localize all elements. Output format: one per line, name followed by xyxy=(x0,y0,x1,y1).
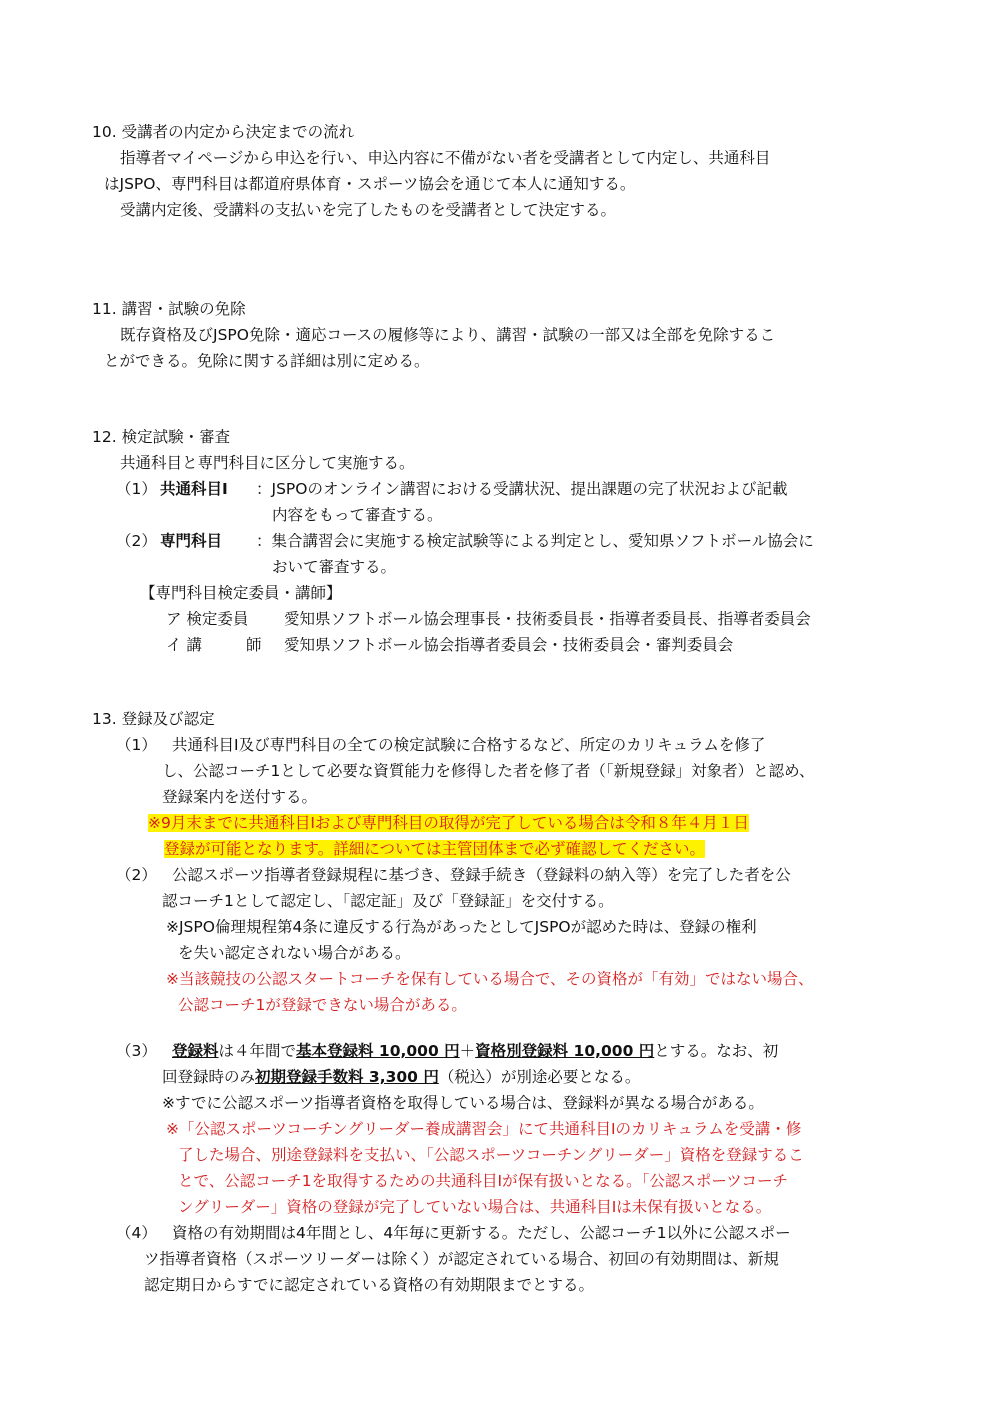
section-12-item-number: （2） xyxy=(116,532,157,550)
highlighted-notice xyxy=(164,838,705,860)
fee-text: は４年間で xyxy=(218,1042,297,1060)
fee-label: 登録料 xyxy=(172,1042,219,1060)
section-12-item-text: おいて審査する。 xyxy=(272,558,397,576)
note-text: ※JSPO倫理規程第4条に違反する行為があったとしてJSPOが認めた時は、登録の権利 xyxy=(166,918,757,936)
section-13-heading: 13. 登録及び認定 xyxy=(92,710,215,728)
section-12-item-label: 専門科目 xyxy=(160,532,223,550)
section-12-item-number: （1） xyxy=(116,480,157,498)
note-text: を失い認定されない場合がある。 xyxy=(178,944,411,962)
committee-label: イ 講 xyxy=(166,636,202,654)
section-13-item-text: 公認スポーツ指導者登録規程に基づき、登録手続き（登録料の納入等）を完了した者を公 xyxy=(172,866,791,884)
section-10-text: はJSPO、専門科目は都道府県体育・スポーツ協会を通じて本人に通知する。 xyxy=(104,175,636,193)
section-13-item-number: （3） xyxy=(116,1042,157,1060)
section-13-item-text: し、公認コーチ1として必要な資質能力を修得した者を修了者（「新規登録」対象者）と認め、 xyxy=(162,762,815,780)
initial-fee: 初期登録手数料 3,300 円 xyxy=(255,1068,439,1086)
section-12-item-text: ：JSPOのオンライン講習における受講状況、提出課題の完了状況および記載 xyxy=(256,480,788,498)
committee-heading: 【専門科目検定委員・講師】 xyxy=(140,584,342,602)
fee-text: とする。なお、初 xyxy=(654,1042,779,1060)
registration-fee-line xyxy=(172,1040,778,1062)
section-10-text: 受講内定後、受講料の支払いを完了したものを受講者として決定する。 xyxy=(120,201,617,219)
committee-text: 愛知県ソフトボール協会指導者委員会・技術委員会・審判委員会 xyxy=(284,636,734,654)
section-12-heading: 12. 検定試験・審査 xyxy=(92,428,231,446)
section-13-item-text: 認定期日からすでに認定されている資格の有効期限までとする。 xyxy=(144,1276,594,1294)
warning-note: 公認コーチ1が登録できない場合がある。 xyxy=(178,996,467,1014)
section-13-item-text: 認コーチ1として認定し、「認定証」及び「登録証」を交付する。 xyxy=(162,892,614,910)
highlighted-notice-text: ※9月末までに共通科目Ⅰおよび専門科目の取得が完了している場合は令和８年４月１日 xyxy=(148,814,749,832)
section-13-item-number: （1） xyxy=(116,736,157,754)
section-12-item-text: ：集合講習会に実施する検定試験等による判定とし、愛知県ソフトボール協会に xyxy=(256,532,814,550)
warning-note: ※「公認スポーツコーチングリーダー養成講習会」にて共通科目Ⅰのカリキュラムを受講・修 xyxy=(166,1120,802,1138)
warning-note: ※当該競技の公認スタートコーチを保有している場合で、その資格が「有効」ではない場合、 xyxy=(166,970,814,988)
plus-sign: ＋ xyxy=(459,1042,476,1060)
section-10-heading: 10. 受講者の内定から決定までの流れ xyxy=(92,123,355,141)
section-13-item-text: ツ指導者資格（スポーツリーダーは除く）が認定されている場合、初回の有効期間は、新規 xyxy=(144,1250,779,1268)
note-text: ※すでに公認スポーツ指導者資格を取得している場合は、登録料が異なる場合がある。 xyxy=(162,1094,764,1112)
section-13-item-text: 登録案内を送付する。 xyxy=(162,788,318,806)
highlighted-notice xyxy=(148,812,749,834)
section-13-item-text: 資格の有効期間は4年間とし、4年毎に更新する。ただし、公認コーチ1以外に公認スポー xyxy=(172,1224,791,1242)
section-12-item-text: 内容をもって審査する。 xyxy=(272,506,443,524)
section-12-intro: 共通科目と専門科目に区分して実施する。 xyxy=(120,454,415,472)
section-11-text: とができる。免除に関する詳細は別に定める。 xyxy=(104,352,430,370)
committee-label: 師 xyxy=(246,636,262,654)
section-10-text: 指導者マイページから申込を行い、申込内容に不備がない者を受講者として内定し、共通科目 xyxy=(120,149,771,167)
committee-text: 愛知県ソフトボール協会理事長・技術委員長・指導者委員長、指導者委員会 xyxy=(284,610,811,628)
section-12-item-label: 共通科目Ⅰ xyxy=(160,480,228,498)
qualification-fee: 資格別登録料 10,000 円 xyxy=(475,1042,655,1060)
fee-text: 回登録時のみ xyxy=(162,1068,256,1086)
section-11-heading: 11. 講習・試験の免除 xyxy=(92,300,246,318)
initial-fee-line xyxy=(162,1066,640,1088)
section-13-item-number: （4） xyxy=(116,1224,157,1242)
section-13-item-text: 共通科目Ⅰ及び専門科目の全ての検定試験に合格するなど、所定のカリキュラムを修了 xyxy=(172,736,766,754)
highlighted-notice-text: 登録が可能となります。詳細については主管団体まで必ず確認してください。 xyxy=(164,840,705,858)
committee-label: ア 検定委員 xyxy=(166,610,249,628)
section-13-item-number: （2） xyxy=(116,866,157,884)
warning-note: ングリーダー」資格の登録が完了していない場合は、共通科目Ⅰは未保有扱いとなる。 xyxy=(178,1198,772,1216)
basic-fee: 基本登録料 10,000 円 xyxy=(296,1042,460,1060)
warning-note: 了した場合、別途登録料を支払い、「公認スポーツコーチングリーダー」資格を登録するこ xyxy=(178,1146,804,1164)
fee-text: （税込）が別途必要となる。 xyxy=(438,1068,641,1086)
warning-note: とで、公認コーチ1を取得するための共通科目Ⅰが保有扱いとなる。「公認スポーツコーチ xyxy=(178,1172,788,1190)
section-11-text: 既存資格及びJSPO免除・適応コースの履修等により、講習・試験の一部又は全部を免除するこ xyxy=(120,326,776,344)
